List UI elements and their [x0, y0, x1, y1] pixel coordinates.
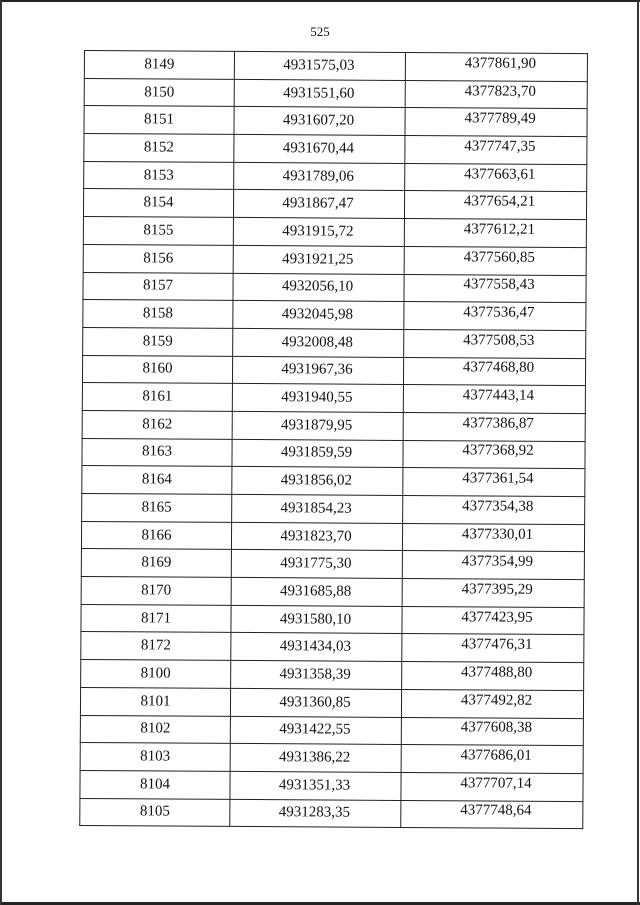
y-coordinate-cell: [402, 606, 584, 635]
point-number-text: 8170: [141, 582, 172, 599]
y-coordinate-text: 4377386,87: [462, 415, 534, 432]
table-row: [81, 521, 584, 552]
point-number-cell: [81, 521, 231, 550]
x-coordinate-cell: [231, 633, 402, 662]
y-coordinate-cell: [401, 772, 583, 801]
y-coordinate-text: 4377686,01: [460, 747, 532, 764]
y-coordinate-text: 4377748,64: [460, 802, 532, 820]
y-coordinate-text: 4377468,80: [462, 359, 535, 377]
y-coordinate-cell: [402, 662, 584, 691]
x-coordinate-cell: [232, 494, 403, 523]
x-coordinate-cell: [234, 162, 405, 191]
table-row: [82, 466, 585, 497]
point-number-text: 8155: [143, 222, 174, 239]
x-coordinate-text: 4931358,39: [279, 666, 351, 683]
x-coordinate-text: 4931685,88: [280, 583, 352, 600]
point-number-cell: [83, 272, 233, 301]
x-coordinate-text: 4931580,10: [279, 610, 352, 628]
x-coordinate-cell: [230, 771, 401, 800]
point-number-text: 8152: [143, 139, 174, 156]
y-coordinate-cell: [404, 246, 586, 275]
table-row: [84, 161, 587, 192]
point-number-cell: [80, 798, 230, 827]
point-number-text: 8160: [142, 360, 173, 377]
x-coordinate-cell: [234, 134, 405, 163]
x-coordinate-text: 4931386,22: [279, 749, 351, 766]
x-coordinate-text: 4931856,02: [280, 472, 353, 489]
y-coordinate-cell: [402, 523, 584, 552]
point-number-text: 8149: [144, 56, 175, 73]
x-coordinate-text: 4931915,72: [282, 223, 354, 240]
table-row: [80, 770, 583, 801]
point-number-text: 8105: [139, 803, 170, 820]
table-row: [83, 272, 586, 303]
y-coordinate-text: 4377488,80: [461, 664, 533, 681]
y-coordinate-cell: [401, 745, 583, 774]
y-coordinate-cell: [402, 551, 584, 580]
table-row: [83, 300, 586, 331]
y-coordinate-cell: [401, 689, 583, 718]
x-coordinate-text: 4931607,20: [282, 112, 355, 129]
y-coordinate-text: 4377861,90: [464, 55, 537, 72]
y-coordinate-text: 4377476,31: [461, 636, 533, 654]
table-row: [83, 327, 586, 358]
point-number-text: 8100: [140, 665, 171, 682]
point-number-cell: [84, 134, 234, 163]
scan-border-top: [0, 0, 640, 2]
y-coordinate-cell: [404, 302, 586, 331]
point-number-text: 8165: [141, 499, 172, 516]
y-coordinate-text: 4377707,14: [460, 775, 532, 792]
point-number-text: 8163: [141, 443, 173, 461]
point-number-text: 8159: [142, 333, 173, 350]
x-coordinate-text: 4931859,59: [280, 444, 353, 462]
y-coordinate-text: 4377443,14: [462, 387, 535, 404]
point-number-cell: [84, 78, 234, 107]
table-row: [80, 798, 583, 829]
point-number-cell: [80, 715, 230, 744]
y-coordinate-cell: [403, 495, 585, 524]
point-number-cell: [81, 604, 231, 633]
y-coordinate-text: 4377612,21: [463, 221, 536, 238]
x-coordinate-text: 4931789,06: [282, 167, 354, 185]
x-coordinate-cell: [234, 79, 405, 108]
x-coordinate-text: 4932056,10: [281, 278, 354, 295]
x-coordinate-cell: [233, 245, 404, 274]
y-coordinate-text: 4377558,43: [463, 276, 535, 294]
point-number-cell: [80, 743, 230, 772]
x-coordinate-cell: [233, 273, 404, 302]
point-number-text: 8166: [141, 526, 172, 544]
point-number-text: 8102: [140, 720, 171, 737]
x-coordinate-text: 4931551,60: [283, 84, 355, 102]
table-row: [82, 410, 585, 441]
x-coordinate-text: 4931351,33: [278, 776, 351, 794]
x-coordinate-text: 4931940,55: [281, 389, 353, 406]
point-number-cell: [81, 549, 231, 578]
y-coordinate-cell: [402, 579, 584, 608]
x-coordinate-text: 4931434,03: [279, 638, 352, 655]
coordinates-table: [79, 50, 588, 829]
y-coordinate-cell: [405, 108, 587, 137]
x-coordinate-text: 4931670,44: [282, 140, 355, 157]
y-coordinate-text: 4377823,70: [464, 82, 536, 100]
x-coordinate-cell: [234, 51, 405, 80]
x-coordinate-text: 4931967,36: [281, 361, 353, 379]
point-number-cell: [82, 493, 232, 522]
x-coordinate-cell: [231, 550, 402, 579]
y-coordinate-text: 4377789,49: [464, 110, 536, 127]
table-row: [84, 78, 587, 109]
point-number-text: 8156: [143, 250, 174, 267]
table-row: [81, 604, 584, 635]
x-coordinate-text: 4931422,55: [279, 721, 351, 738]
point-number-cell: [82, 438, 232, 467]
point-number-cell: [83, 217, 233, 246]
x-coordinate-text: 4931360,85: [279, 693, 351, 711]
point-number-cell: [81, 632, 231, 661]
x-coordinate-cell: [231, 522, 402, 551]
point-number-cell: [83, 327, 233, 356]
point-number-cell: [82, 410, 232, 439]
point-number-cell: [83, 300, 233, 329]
point-number-cell: [84, 161, 234, 190]
x-coordinate-text: 4931283,35: [278, 804, 351, 822]
point-number-text: 8104: [139, 776, 171, 793]
point-number-text: 8158: [142, 305, 173, 322]
table-row: [81, 660, 584, 691]
x-coordinate-text: 4932045,98: [281, 306, 354, 323]
y-coordinate-cell: [404, 219, 586, 248]
y-coordinate-cell: [403, 468, 585, 497]
x-coordinate-cell: [231, 577, 402, 606]
y-coordinate-text: 4377560,85: [463, 248, 535, 266]
x-coordinate-cell: [230, 744, 401, 773]
point-number-text: 8157: [143, 277, 174, 294]
table-row: [81, 632, 584, 663]
table-row: [81, 549, 584, 580]
y-coordinate-text: 4377395,29: [461, 581, 533, 598]
table-row: [82, 493, 585, 524]
point-number-text: 8164: [141, 471, 172, 488]
x-coordinate-text: 4931823,70: [280, 527, 352, 545]
y-coordinate-text: 4377608,38: [460, 719, 533, 737]
x-coordinate-cell: [230, 799, 401, 828]
table-row: [80, 715, 583, 746]
x-coordinate-cell: [233, 190, 404, 219]
scan-border-right: [637, 0, 639, 905]
y-coordinate-text: 4377361,54: [462, 470, 534, 487]
page-number: 525: [310, 24, 330, 39]
y-coordinate-text: 4377536,47: [463, 304, 535, 321]
x-coordinate-cell: [233, 301, 404, 330]
point-number-cell: [80, 770, 230, 799]
x-coordinate-cell: [233, 218, 404, 247]
table-body: [80, 51, 588, 829]
x-coordinate-text: 4931854,23: [280, 500, 352, 517]
point-number-text: 8169: [141, 554, 172, 571]
y-coordinate-text: 4377508,53: [463, 332, 535, 349]
table-row: [84, 106, 587, 137]
x-coordinate-cell: [232, 467, 403, 496]
table-row: [84, 51, 587, 82]
table-row: [82, 438, 585, 469]
point-number-text: 8154: [143, 194, 174, 211]
point-number-cell: [82, 355, 232, 384]
point-number-cell: [83, 189, 233, 218]
table-row: [83, 189, 586, 220]
point-number-text: 8162: [142, 416, 173, 433]
x-coordinate-text: 4931921,25: [282, 250, 354, 268]
y-coordinate-cell: [404, 191, 586, 220]
y-coordinate-cell: [405, 136, 587, 165]
x-coordinate-cell: [232, 356, 403, 385]
x-coordinate-cell: [232, 439, 403, 468]
y-coordinate-cell: [404, 329, 586, 358]
y-coordinate-cell: [403, 385, 585, 414]
point-number-text: 8171: [140, 609, 172, 627]
point-number-cell: [84, 51, 234, 80]
y-coordinate-text: 4377663,61: [464, 165, 536, 183]
table-row: [81, 577, 584, 608]
point-number-text: 8153: [143, 166, 174, 184]
scan-border-left: [0, 0, 2, 905]
y-coordinate-cell: [402, 634, 584, 663]
point-number-cell: [82, 466, 232, 495]
y-coordinate-text: 4377747,35: [464, 138, 536, 155]
x-coordinate-cell: [234, 107, 405, 136]
coordinates-table-container: [79, 50, 584, 829]
y-coordinate-text: 4377354,38: [462, 498, 534, 515]
point-number-text: 8103: [140, 748, 171, 765]
y-coordinate-text: 4377354,99: [461, 553, 534, 570]
x-coordinate-cell: [232, 384, 403, 413]
table-row: [84, 134, 587, 165]
point-number-cell: [81, 577, 231, 606]
point-number-cell: [83, 244, 233, 273]
table-row: [80, 687, 583, 718]
y-coordinate-cell: [405, 52, 587, 81]
table-row: [80, 743, 583, 774]
point-number-cell: [82, 383, 232, 412]
x-coordinate-cell: [230, 688, 401, 717]
y-coordinate-cell: [404, 274, 586, 303]
point-number-cell: [80, 687, 230, 716]
point-number-text: 8101: [140, 693, 171, 710]
y-coordinate-text: 4377492,82: [460, 691, 533, 709]
table-row: [83, 217, 586, 248]
y-coordinate-cell: [403, 440, 585, 469]
point-number-cell: [84, 106, 234, 135]
x-coordinate-cell: [233, 328, 404, 357]
x-coordinate-cell: [230, 716, 401, 745]
point-number-text: 8172: [140, 637, 171, 654]
y-coordinate-text: 4377654,21: [463, 193, 536, 211]
x-coordinate-cell: [232, 411, 403, 440]
y-coordinate-cell: [405, 163, 587, 192]
y-coordinate-text: 4377368,92: [462, 442, 534, 460]
x-coordinate-cell: [231, 661, 402, 690]
x-coordinate-text: 4931879,95: [281, 416, 353, 434]
table-row: [82, 383, 585, 414]
table-row: [83, 244, 586, 275]
point-number-cell: [81, 660, 231, 689]
y-coordinate-cell: [405, 80, 587, 109]
point-number-text: 8151: [144, 111, 175, 128]
x-coordinate-text: 4931867,47: [282, 195, 354, 212]
y-coordinate-cell: [401, 800, 583, 829]
point-number-text: 8150: [144, 83, 175, 101]
x-coordinate-text: 4932008,48: [281, 333, 353, 351]
y-coordinate-cell: [401, 717, 583, 746]
y-coordinate-cell: [403, 357, 585, 386]
x-coordinate-text: 4931775,30: [280, 555, 352, 572]
y-coordinate-text: 4377330,01: [461, 525, 534, 543]
table-row: [82, 355, 585, 386]
y-coordinate-text: 4377423,95: [461, 608, 533, 626]
point-number-text: 8161: [142, 388, 173, 405]
x-coordinate-text: 4931575,03: [283, 57, 355, 74]
y-coordinate-cell: [403, 412, 585, 441]
x-coordinate-cell: [231, 605, 402, 634]
